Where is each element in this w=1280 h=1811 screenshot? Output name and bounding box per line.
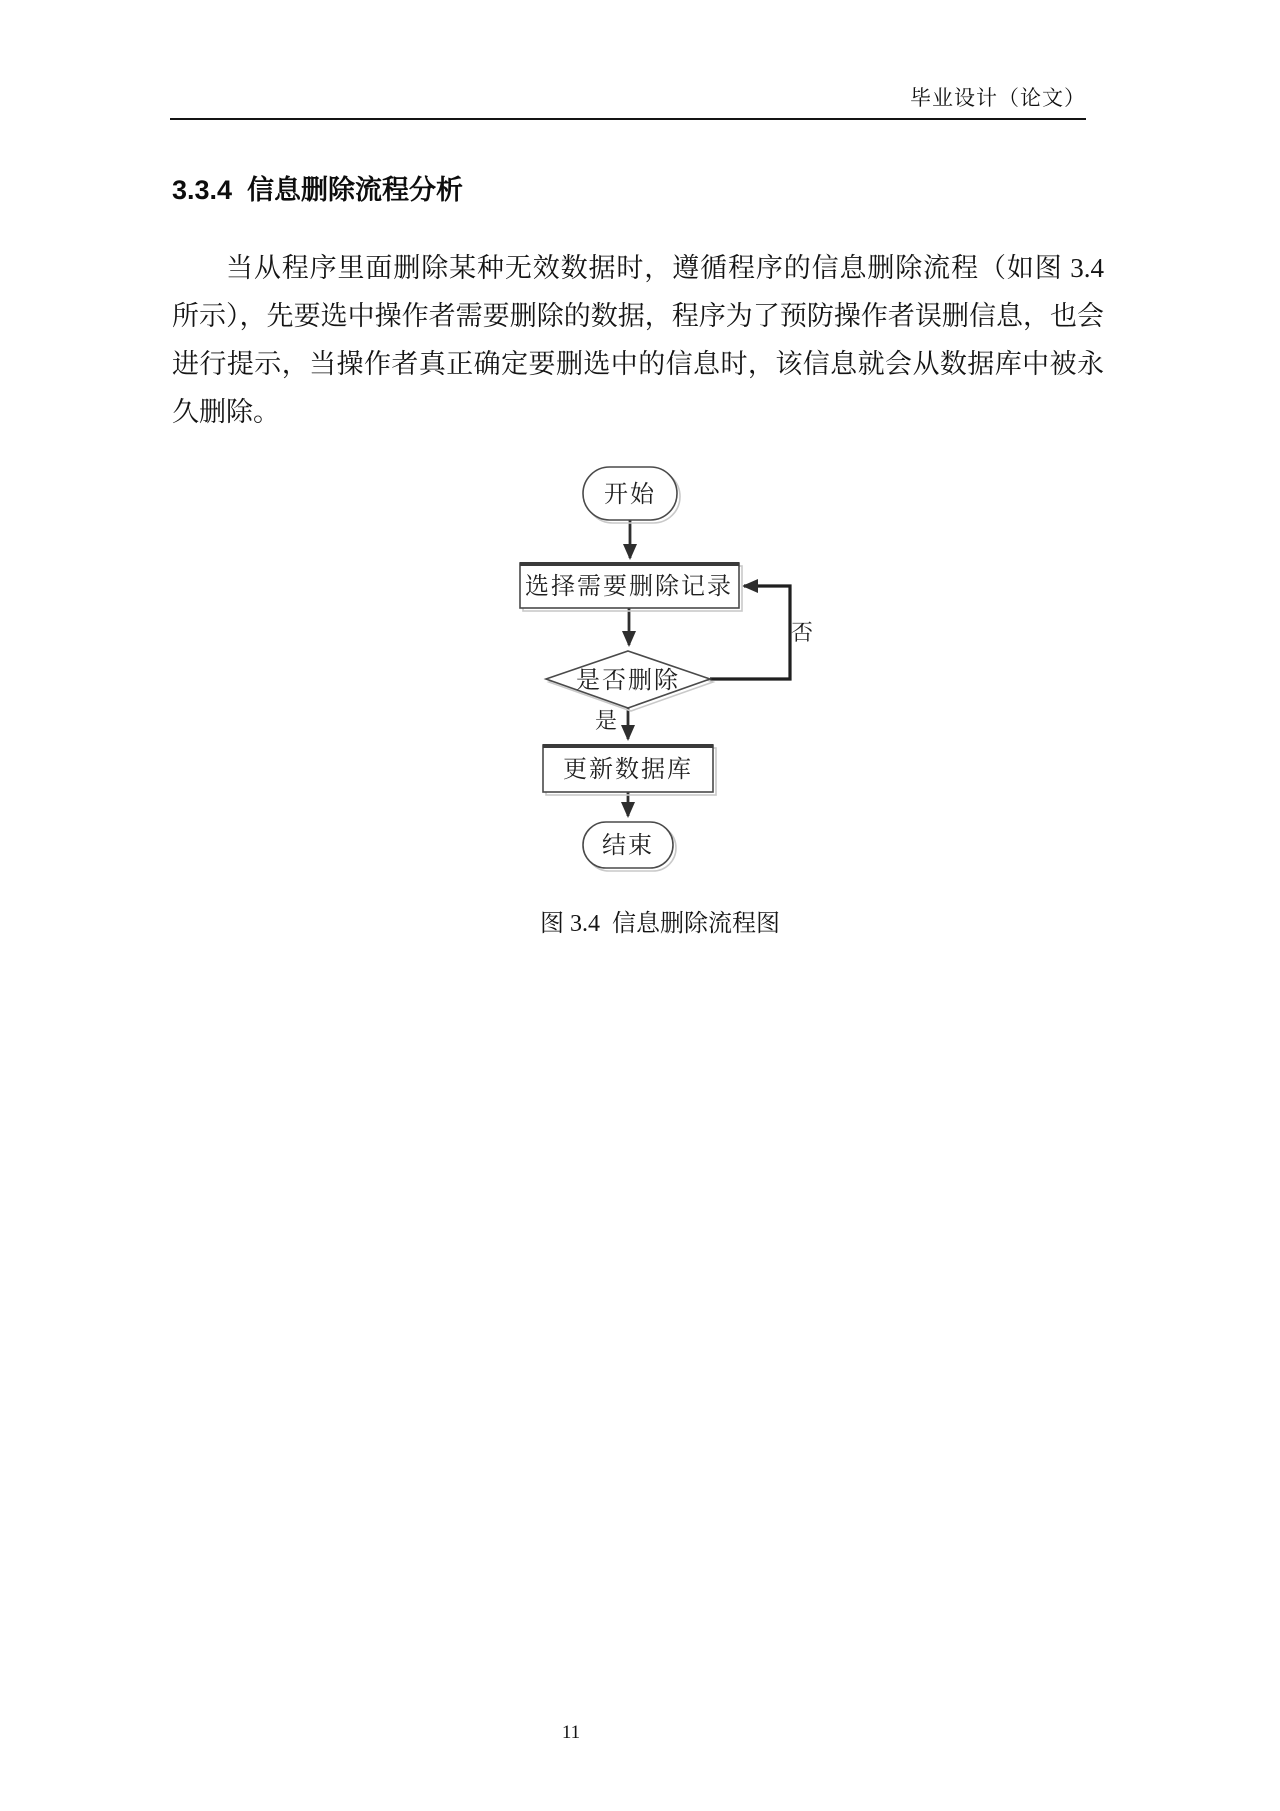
page-number: 11 — [561, 1722, 581, 1743]
yes-branch-label: 是 — [594, 708, 618, 733]
step2-node-label: 更新数据库 — [563, 757, 693, 783]
header-rule — [170, 118, 1086, 120]
figure-caption: 图 3.4 信息删除流程图 — [540, 911, 780, 937]
section-heading: 3.3.4 信息删除流程分析 — [172, 175, 464, 206]
start-node-label: 开始 — [604, 482, 656, 508]
body-paragraph: 当从程序里面删除某种无效数据时，遵循程序的信息删除流程（如图 3.4 所示），先要选中操作者需要删除的数据，程序为了预防操作者误删信息，也会进行提示，当操作者真正确定要删选中的信息时，该信息就会从数据库中被永久删除。 — [172, 253, 1104, 427]
end-node-label: 结束 — [602, 833, 654, 859]
flowchart — [440, 400, 860, 880]
page-header: 毕业设计（论文） — [910, 86, 1086, 110]
step1-node-label: 选择需要删除记录 — [525, 574, 733, 600]
decision-node-label: 是否删除 — [576, 668, 680, 694]
no-branch-label: 否 — [790, 620, 814, 645]
